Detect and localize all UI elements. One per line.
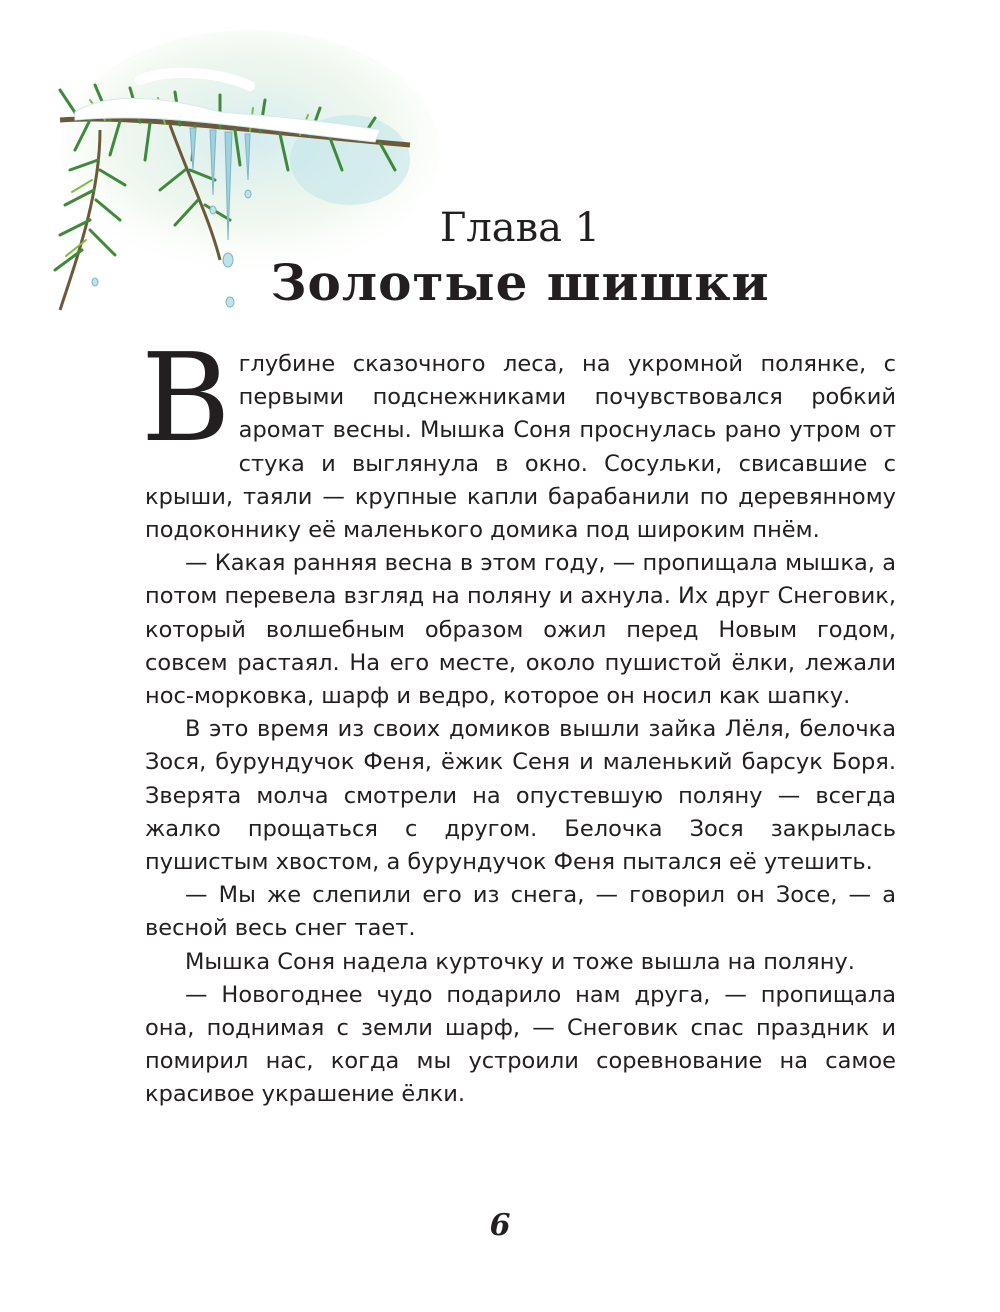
paragraph-2: — Какая ранняя весна в этом году, — пропищала мышка, а потом перевела взгляд на поляну и ахнула. Их друг Снеговик, который волшебным образом ожил перед Новым годом, совсем растаял. На его месте, около пушистой ёлки, лежали нос-морковка, шарф и ведро, которое он носил как шапку. [145,550,896,710]
chapter-title: Золотые шишки [270,253,770,312]
paragraph-4: — Мы же слепили его из снега, — говорил он Зосе, — а весной весь снег тает. [145,882,896,942]
paragraph-6: — Новогоднее чудо подарило нам друга, — пропищала она, поднимая с земли шарф, — Снеговик спас праздник и помирил нас, когда мы устроили соревнование на самое красивое украшение ёлки. [145,981,896,1108]
paragraph-1 [141,327,896,547]
chapter-number: Глава 1 [439,205,601,251]
chapter-body [141,327,896,1112]
drop-cap: В [141,327,231,469]
paragraph-5: Мышка Соня надела курточку и тоже вышла на поляну. [185,948,855,975]
page-number: 6 [489,1208,511,1243]
paragraph-3: В это время из своих домиков вышли зайка Лёля, белочка Зося, бурундучок Феня, ёжик Сеня и маленький барсук Боря. Зверята молча смотрели на опустевшую поляну — всегда жалко прощаться с другом. Белочка Зося закрылась пушистым хвостом, а бурундучок Феня пытался её утешить. [145,716,896,876]
paragraph-1-text: глубине сказочного леса, на укромной полянке, с первыми подснежниками почувствовался робкий аромат весны. Мышка Соня проснулась рано утром от стука и выглянула в окно. Сосульки, свисавшие с крыши, таяли — крупные капли барабанили по деревянному подоконнику её маленького домика под широким пнём. [145,351,896,544]
